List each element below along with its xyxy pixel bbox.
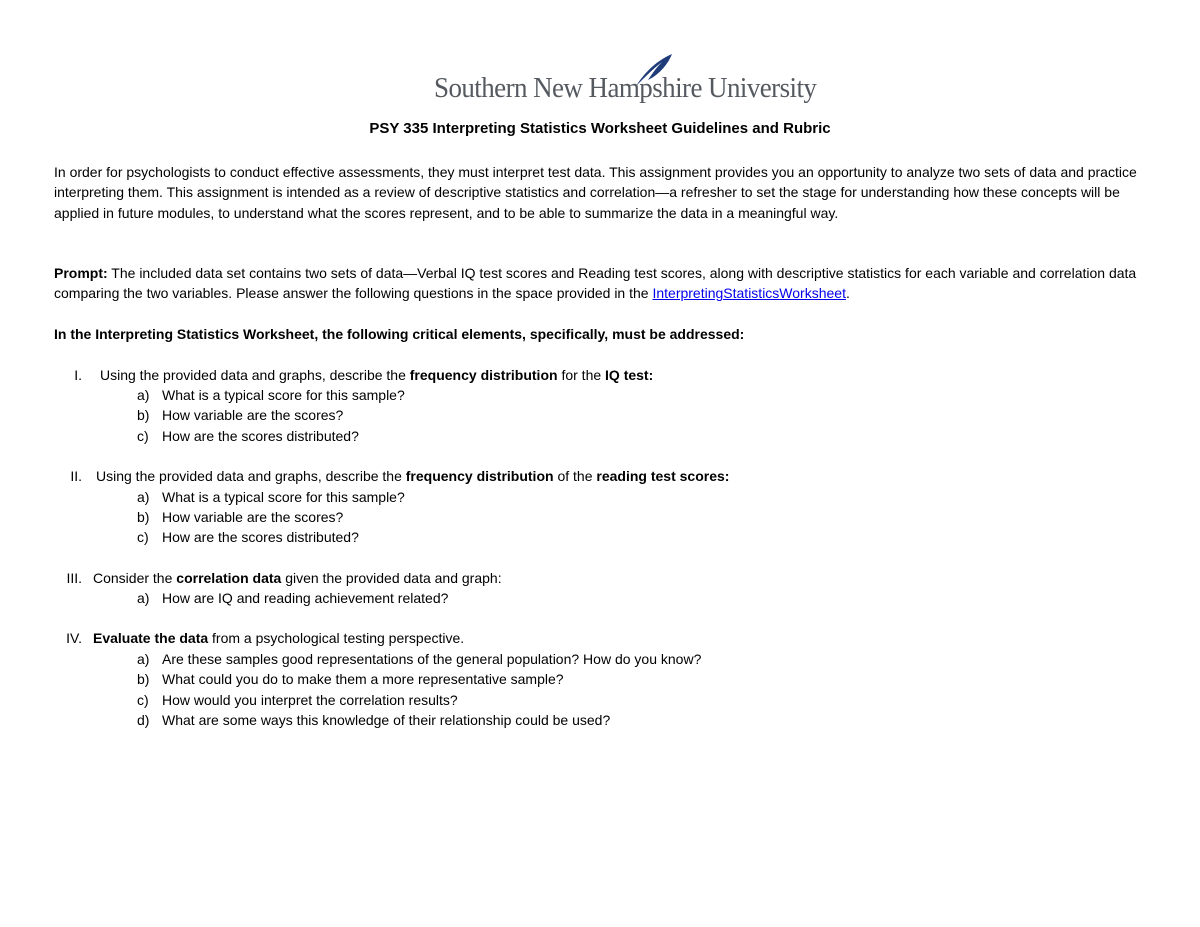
- sub-item-text: What is a typical score for this sample?: [162, 489, 405, 505]
- sub-item-text: What could you do to make them a more representative sample?: [162, 671, 564, 687]
- sub-item-text: How variable are the scores?: [162, 407, 344, 423]
- section-heading: [96, 466, 729, 486]
- section-numeral: IV.: [66, 630, 82, 646]
- section-heading: [93, 568, 502, 588]
- intro-paragraph: In order for psychologists to conduct effective assessments, they must interpret test data. This assignment provides you an opportunity to analyze two sets of data and practice interpreting them. This assignment is intended as a review of descriptive statistics and correlation—a refresher to set the stage for understanding how these concepts will be applied in future modules, to understand what the scores represent, and to be able to summarize the data in a meaningful way.: [54, 164, 1137, 221]
- prompt-end: .: [845, 285, 850, 302]
- feather-icon: [634, 52, 674, 88]
- page-title: PSY 335 Interpreting Statistics Worksheet Guidelines and Rubric: [369, 120, 831, 137]
- prompt-text: The included data set contains two sets of data—Verbal IQ test scores and Reading test scores, along with descriptive statistics for each variable and correlation data comparing the two variables. Please answer the following questions in the space provided in the: [54, 265, 1137, 302]
- sub-item-letter: a): [137, 651, 150, 667]
- sub-item-text: What are some ways this knowledge of their relationship could be used?: [162, 712, 611, 728]
- sub-item-text: What is a typical score for this sample?: [162, 387, 405, 403]
- sub-item-text: How are IQ and reading achievement related?: [162, 590, 449, 606]
- prompt-label: Prompt:: [54, 265, 108, 281]
- section-emphasis: correlation data: [176, 570, 282, 586]
- sub-item-text: How variable are the scores?: [162, 509, 344, 525]
- section-text: of the: [553, 468, 597, 484]
- critical-elements-heading: In the Interpreting Statistics Worksheet, the following critical elements, specifically, must be addressed:: [54, 326, 745, 342]
- sub-item-letter: c): [137, 529, 149, 545]
- section-numeral: I.: [74, 367, 82, 383]
- section-text: Consider the: [93, 570, 177, 586]
- sub-item-text: How are the scores distributed?: [162, 529, 359, 545]
- logo-wordmark: Southern New Hampshire University: [434, 72, 817, 104]
- section-text: for the: [557, 367, 606, 383]
- sub-item-letter: b): [137, 407, 150, 423]
- sub-item-letter: c): [137, 692, 149, 708]
- snhu-logo: [434, 52, 817, 106]
- sub-item-text: How are the scores distributed?: [162, 428, 359, 444]
- sub-item-letter: a): [137, 590, 150, 606]
- section-text: Using the provided data and graphs, describe the: [100, 367, 410, 383]
- section-emphasis: reading test scores:: [596, 468, 730, 484]
- section-text: Using the provided data and graphs, describe the: [96, 468, 406, 484]
- sub-item-letter: a): [137, 387, 150, 403]
- worksheet-link[interactable]: InterpretingStatisticsWorksheet: [652, 285, 846, 302]
- section-text: from a psychological testing perspective.: [208, 630, 465, 646]
- sub-item-letter: c): [137, 428, 149, 444]
- section-emphasis: frequency distribution: [409, 367, 558, 383]
- sub-item-letter: d): [137, 712, 150, 728]
- prompt-paragraph: [54, 263, 1154, 304]
- section-emphasis: Evaluate the data: [93, 630, 209, 646]
- section-heading: [100, 365, 653, 385]
- section-emphasis: frequency distribution: [405, 468, 554, 484]
- sub-item-letter: b): [137, 671, 150, 687]
- section-numeral: II.: [70, 468, 82, 484]
- sub-item-text: Are these samples good representations of the general population? How do you know?: [162, 651, 702, 667]
- section-text: given the provided data and graph:: [281, 570, 502, 586]
- sub-item-text: How would you interpret the correlation results?: [162, 692, 458, 708]
- sub-item-letter: a): [137, 489, 150, 505]
- sub-item-letter: b): [137, 509, 150, 525]
- section-heading: [93, 628, 464, 648]
- section-emphasis: IQ test:: [605, 367, 654, 383]
- section-numeral: III.: [66, 570, 82, 586]
